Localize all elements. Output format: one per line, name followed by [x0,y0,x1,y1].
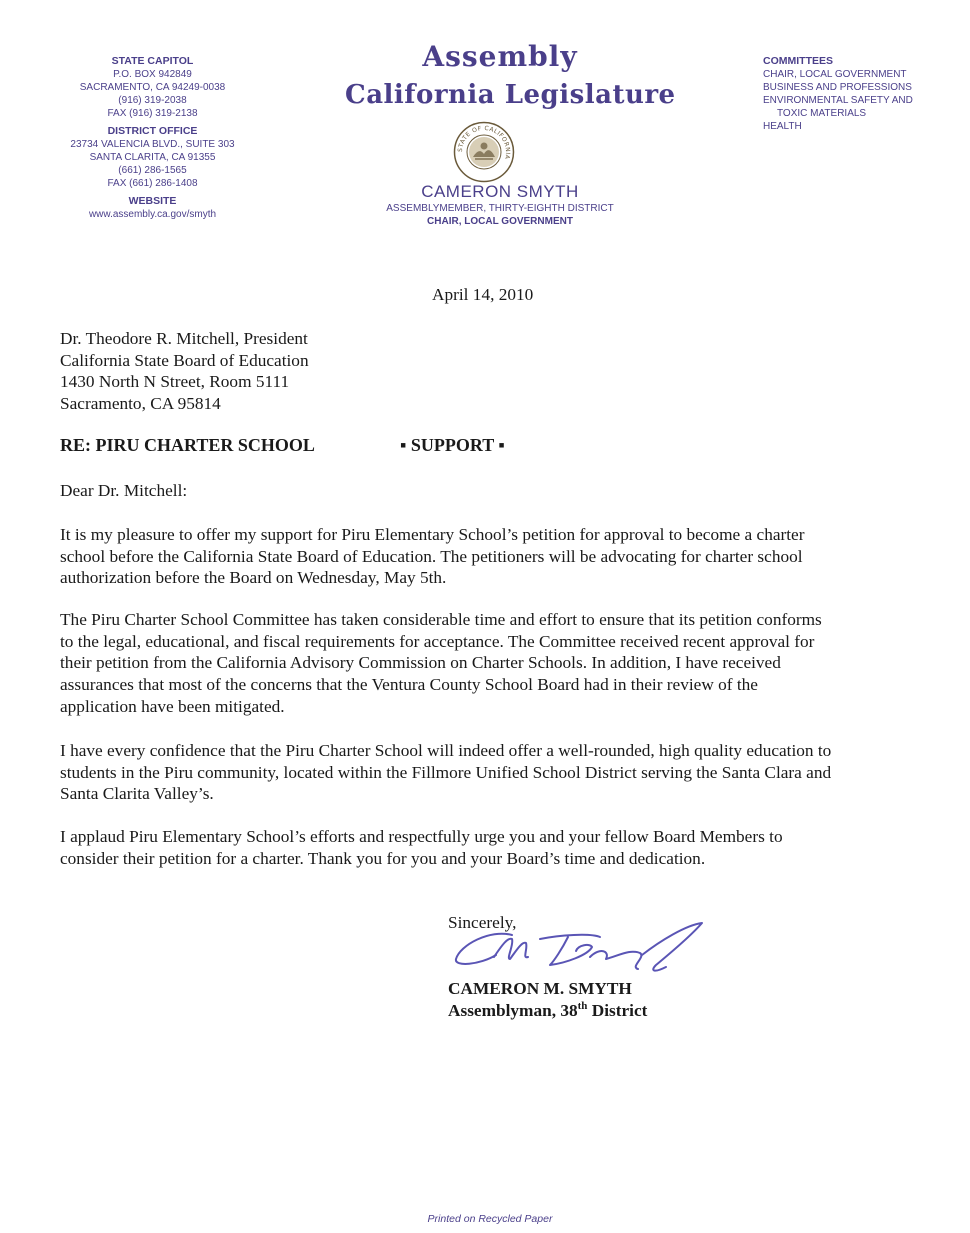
letterhead-right-block [763,55,963,133]
paragraph-line: consider their petition for a charter. Thank you for you and your Board’s time and dedication. [60,848,706,868]
signer-title [448,1000,647,1021]
letterhead-left-block [50,55,255,221]
capitol-fax: FAX (916) 319-2138 [107,108,198,119]
paragraph-line: authorization before the Board on Wednesday, May 5th. [60,568,447,588]
state-seal-icon [453,121,515,183]
signer-name: CAMERON M. SMYTH [448,979,632,998]
member-chair: CHAIR, LOCAL GOVERNMENT [427,216,573,227]
recycled-paper-footer: Printed on Recycled Paper [427,1213,553,1225]
body-paragraph [60,826,945,869]
member-title: ASSEMBLYMEMBER, THIRTY-EIGHTH DISTRICT [386,203,614,214]
district-address-line: 23734 VALENCIA BLVD., SUITE 303 [70,139,235,150]
website-url: www.assembly.ca.gov/smyth [88,209,217,220]
committee-item: CHAIR, LOCAL GOVERNMENT [763,69,907,80]
letterhead-assembly-title: Assembly [422,40,578,73]
paragraph-line: The Piru Charter School Committee has taken considerable time and effort to ensure that its petition conforms [60,610,822,629]
recipient-address [60,328,309,414]
signer-title-text: Assemblyman, 38 [448,1000,578,1020]
svg-text:STATE OF CALIFORNIA: STATE OF CALIFORNIA [456,124,512,161]
recipient-line: California State Board of Education [60,350,309,370]
paragraph-line: I have every confidence that the Piru Charter School will indeed offer a well-rounded, high quality education to [60,741,832,760]
letter-date: April 14, 2010 [432,285,534,304]
district-heading: DISTRICT OFFICE [107,125,198,137]
committee-item: HEALTH [763,121,802,132]
paragraph-line: school before the California State Board of Education. The petitioners will be advocating for charter school [60,546,803,566]
salutation: Dear Dr. Mitchell: [60,481,188,500]
district-address-line: SANTA CLARITA, CA 91355 [89,152,216,163]
body-paragraph [60,740,945,805]
paragraph-line: to the legal, educational, and fiscal requirements for acceptance. The Committee received recent approval for [60,631,815,651]
paragraph-line: assurances that most of the concerns that the Ventura County School Board had in their review of the [60,675,758,695]
district-phone: (661) 286-1565 [118,165,187,176]
signer-title-superscript: th [577,1000,588,1012]
support-tag: ▪ SUPPORT ▪ [400,435,505,455]
member-name: CAMERON SMYTH [421,182,579,201]
paragraph-line: I applaud Piru Elementary School’s efforts and respectfully urge you and your fellow Board Members to [60,827,783,846]
capitol-phone: (916) 319-2038 [118,95,187,106]
paragraph-line: their petition from the California Advisory Commission on Charter Schools. In addition, I have received [60,653,781,673]
letterhead-legislature-title: California Legislature [345,80,676,110]
body-paragraph [60,524,945,589]
committee-item: ENVIRONMENTAL SAFETY AND [763,95,913,106]
paragraph-line: application have been mitigated. [60,696,285,716]
recipient-line: Sacramento, CA 95814 [60,393,221,413]
closing: Sincerely, [448,913,517,932]
paragraph-line: students in the Piru community, located within the Fillmore Unified School District serving the Santa Clara and [60,762,832,782]
handwritten-signature [450,915,710,977]
signer-title-district: District [587,1000,648,1020]
capitol-address-line: P.O. BOX 942849 [113,69,192,80]
paragraph-line: It is my pleasure to offer my support for Piru Elementary School’s petition for approval to become a charter [60,525,805,544]
committee-item: BUSINESS AND PROFESSIONS [763,82,912,93]
capitol-address-line: SACRAMENTO, CA 94249-0038 [79,82,226,93]
paragraph-line: Santa Clarita Valley’s. [60,784,214,804]
capitol-heading: STATE CAPITOL [111,55,194,67]
district-fax: FAX (661) 286-1408 [107,178,198,189]
committee-item: TOXIC MATERIALS [777,108,867,119]
recipient-line: Dr. Theodore R. Mitchell, President [60,329,308,348]
subject-line: RE: PIRU CHARTER SCHOOL [60,435,315,455]
committees-heading: COMMITTEES [763,55,833,67]
recipient-line: 1430 North N Street, Room 5111 [60,372,290,391]
website-heading: WEBSITE [128,195,177,207]
body-paragraph [60,609,945,718]
